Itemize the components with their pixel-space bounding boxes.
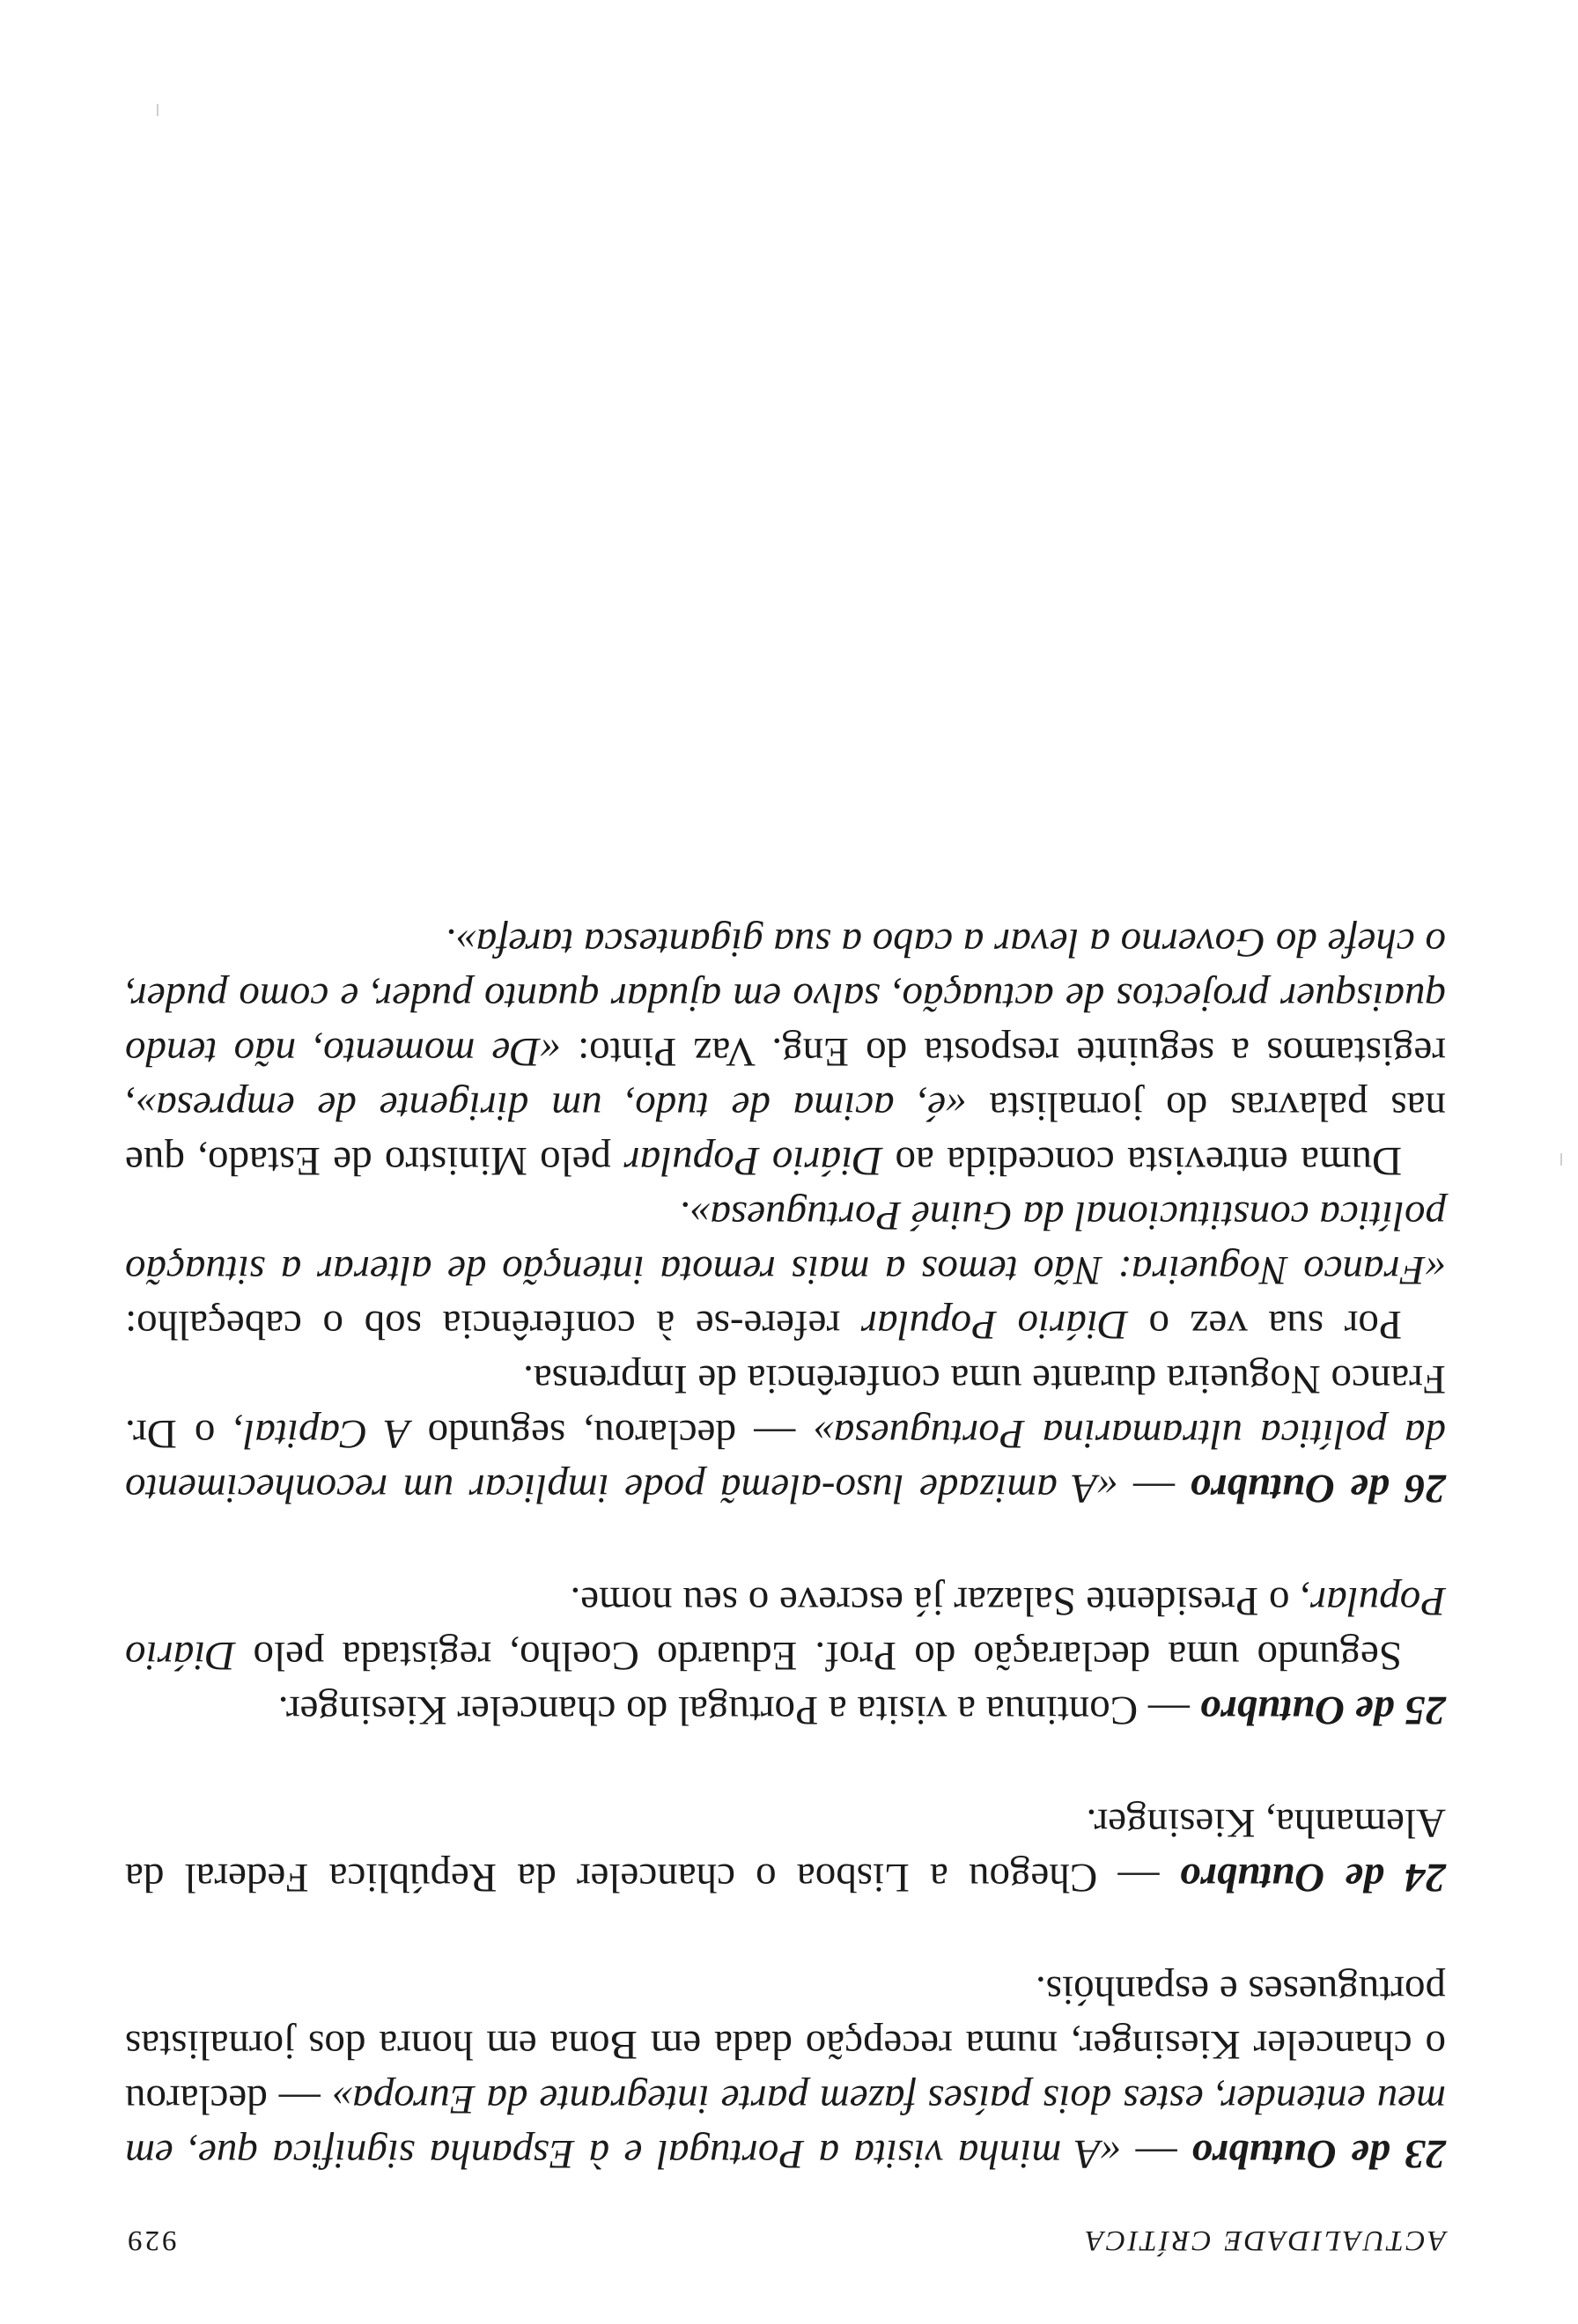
- entry-text: — declarou, segundo: [409, 1411, 814, 1457]
- entry-date: 26 de Outubro: [1190, 1466, 1446, 1511]
- entry-text: , o Dr. Franco Nogueira durante uma conferência de Imprensa.: [124, 1357, 1446, 1457]
- entry-dash: —: [1097, 1855, 1180, 1901]
- entry-paragraph: [125, 1574, 1446, 1683]
- entry-25-outubro: [125, 1574, 1446, 1738]
- entry-text: refere-se à conferência sob o cabeçalho:: [125, 1302, 861, 1348]
- entry-dash: —: [1121, 2131, 1192, 2177]
- entry-text: Por sua vez o: [1127, 1302, 1402, 1348]
- entry-paragraph: [125, 916, 1446, 1188]
- page-number: 929: [125, 2225, 177, 2256]
- entry-dash: —: [1117, 1466, 1191, 1511]
- entry-23-outubro: [125, 1963, 1446, 2181]
- entry-dash: —: [1138, 1688, 1200, 1733]
- entry-quote: «Franco Nogueira: Não temos a mais remota intenção de alterar a situação política constitucional da Guiné Portuguesa».: [125, 1193, 1446, 1293]
- entry-quote: «é, acima de tudo, um dirigente de empresa»: [135, 1084, 967, 1129]
- article-body: [125, 857, 1446, 2181]
- entry-paragraph: [125, 1352, 1446, 1516]
- entry-paragraph: [125, 1683, 1446, 1738]
- entry-quote: «A amizade luso-alemã pode implicar um reconhecimento da política ultramarina Portuguesa»: [125, 1411, 1446, 1511]
- entry-paragraph: [125, 1188, 1446, 1352]
- newspaper-title: Diário Popular: [623, 1138, 883, 1184]
- entry-paragraph: [125, 1796, 1446, 1905]
- newspaper-title: A Capital: [243, 1411, 410, 1457]
- scan-speck: [1560, 1153, 1562, 1166]
- entry-text: Segundo uma declaração do Prof. Eduardo Coelho, registada pelo: [235, 1633, 1402, 1679]
- scan-speck: [157, 104, 159, 116]
- entry-text: pelo Ministro de Estado, que nas palavras do jornalista: [125, 1084, 1446, 1184]
- entry-text: , o Presidente Salazar já escreve o seu nome.: [570, 1578, 1310, 1624]
- entry-date: 25 de Outubro: [1199, 1688, 1446, 1733]
- entry-text: Duma entrevista concedida ao: [882, 1138, 1402, 1184]
- entry-quote: «A minha visita a Portugal e à Espanha significa que, em meu entender, estes dois países fazem parte integrante da Europa»: [125, 2077, 1446, 2177]
- entry-paragraph: [125, 1963, 1446, 2181]
- entry-quote: «De momento, não tendo quaisquer projectos de actuação, salvo em ajudar quanto puder, e como puder, o chefe do Governo a levar a cabo a sua gigantesca tarefa».: [124, 920, 1446, 1075]
- entry-text: , registamos a seguinte resposta do Eng. Vaz Pinto:: [125, 1029, 1446, 1129]
- newspaper-title: Diário Popular: [125, 1578, 1446, 1679]
- entry-date: 23 de Outubro: [1191, 2131, 1446, 2177]
- entry-24-outubro: [125, 1796, 1446, 1905]
- entry-text: — declarou o chanceler Kiesinger, numa recepção dada em Bona em honra dos jornalistas portugueses e espanhóis.: [125, 1967, 1446, 2122]
- running-title: ACTUALIDADE CRÍTICA: [1083, 2225, 1446, 2256]
- entry-26-outubro: [125, 916, 1446, 1516]
- entry-date: 24 de Outubro: [1179, 1855, 1446, 1901]
- entry-text: Continua a visita a Portugal do chanceler Kiesinger.: [277, 1688, 1139, 1733]
- entry-text: Chegou a Lisboa o chanceler da República Federal da Alemanha, Kiesinger.: [124, 1800, 1446, 1901]
- newspaper-title: Diário Popular: [860, 1302, 1128, 1348]
